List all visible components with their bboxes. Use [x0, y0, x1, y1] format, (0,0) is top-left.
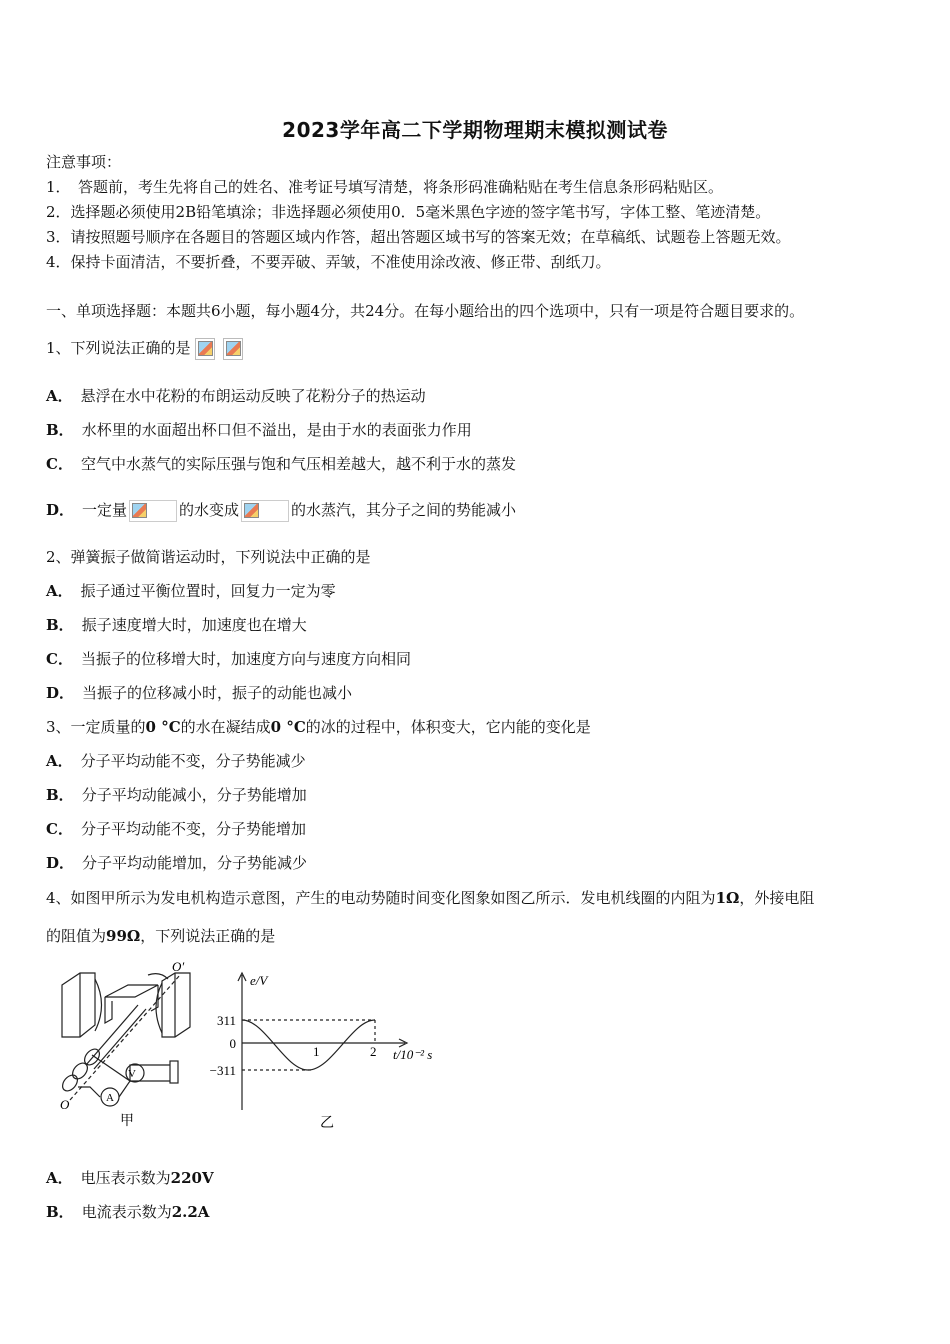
option-text: 分子平均动能不变，分子势能增加 [80, 820, 306, 838]
option-row [46, 819, 306, 839]
option-text: 一定量 [82, 501, 128, 519]
y-tick-label: 0 [229, 1036, 236, 1051]
option-row [46, 454, 516, 474]
y-tick-label: −311 [209, 1063, 236, 1078]
question-text: 的水在凝结成 [180, 718, 271, 736]
option-letter: B． [46, 616, 74, 634]
broken-image-icon [195, 338, 215, 360]
ammeter-label: A [106, 1092, 114, 1104]
option-text: 分子平均动能减小，分子势能增加 [81, 786, 307, 804]
option-row [46, 649, 411, 669]
option-text: 振子速度增大时，加速度也在增大 [81, 616, 307, 634]
notice-heading: 注意事项： [46, 153, 122, 171]
notice-item: 4．保持卡面清洁，不要折叠，不要弄破、弄皱，不准使用涂改液、修正带、刮纸刀。 [46, 253, 611, 271]
option-row [46, 1202, 209, 1222]
x-axis-label: t/10⁻² s [393, 1047, 433, 1062]
resistance-value: 1Ω [715, 889, 740, 907]
option-row [46, 751, 306, 771]
broken-image-icon [129, 500, 177, 522]
temperature-value: 0 °C [145, 718, 181, 736]
magnet-pole-right [162, 973, 190, 1037]
option-letter: C． [46, 455, 73, 473]
axis-label-o: O [60, 1097, 70, 1112]
broken-image-icon [223, 338, 243, 360]
option-text: 悬浮在水中花粉的布朗运动反映了花粉分子的热运动 [80, 387, 426, 405]
option-text: 的水蒸汽，其分子之间的势能减小 [291, 501, 517, 519]
option-row [46, 1168, 214, 1188]
question-2-stem: 2、弹簧振子做简谐运动时，下列说法中正确的是 [46, 548, 371, 566]
option-letter: A． [46, 752, 73, 770]
option-row [46, 386, 426, 406]
question-text: ，外接电阻 [739, 889, 815, 907]
x-tick-label: 1 [313, 1044, 320, 1059]
question-text: 3、一定质量的 [46, 718, 146, 736]
question-3-stem [46, 717, 591, 737]
option-text: 空气中水蒸气的实际压强与饱和气压相差越大，越不利于水的蒸发 [80, 455, 516, 473]
question-text: ，下列说法正确的是 [140, 927, 276, 945]
question-text: 1、下列说法正确的是 [46, 339, 191, 357]
option-letter: D． [46, 684, 75, 702]
option-row [46, 500, 516, 522]
option-letter: B． [46, 1203, 74, 1221]
axis-label-o-prime: O′ [172, 959, 185, 974]
option-text: 电压表示数为 [80, 1169, 171, 1187]
voltmeter-label: V [128, 1068, 136, 1080]
option-text: 当振子的位移增大时，加速度方向与速度方向相同 [80, 650, 411, 668]
option-letter: C． [46, 650, 73, 668]
resistor [170, 1061, 178, 1083]
option-text: 分子平均动能增加，分子势能减少 [82, 854, 308, 872]
x-tick-label: 2 [370, 1044, 377, 1059]
generator-figure [50, 955, 450, 1135]
option-letter: B． [46, 786, 74, 804]
emf-curve [242, 1020, 375, 1070]
y-axis-label: e/V [250, 973, 268, 988]
question-1-stem [46, 338, 247, 360]
page-title: 2023学年高二下学期物理期末模拟测试卷 [282, 118, 668, 142]
question-4-stem-cont [46, 926, 275, 946]
figure-label-right: 乙 [320, 1116, 334, 1131]
option-letter: D． [46, 854, 75, 872]
option-letter: A． [46, 582, 73, 600]
option-value: 220V [170, 1169, 214, 1187]
option-row [46, 581, 336, 601]
option-value: 2.2A [171, 1203, 210, 1221]
option-letter: C． [46, 820, 73, 838]
option-text: 的水变成 [179, 501, 240, 519]
y-tick-label: 311 [216, 1013, 236, 1028]
option-letter: A． [46, 387, 73, 405]
temperature-value: 0 °C [270, 718, 306, 736]
figure-label-left: 甲 [120, 1114, 134, 1129]
option-row [46, 683, 352, 703]
magnet-face-left [95, 979, 102, 1031]
question-text: 4、如图甲所示为发电机构造示意图，产生的电动势随时间变化图象如图乙所示．发电机线圈的内阻为 [46, 889, 716, 907]
option-letter: A． [46, 1169, 73, 1187]
question-text: 的阻值为 [46, 927, 107, 945]
section-heading: 一、单项选择题：本题共6小题，每小题4分，共24分。在每小题给出的四个选项中，只有一项是符合题目要求的。 [46, 302, 805, 320]
option-row [46, 853, 307, 873]
question-text: 的冰的过程中，体积变大，它内能的变化是 [305, 718, 591, 736]
notice-item: 2．选择题必须使用2B铅笔填涂；非选择题必须使用0．5毫米黑色字迹的签字笔书写，字体工整、笔迹清楚。 [46, 203, 771, 221]
resistance-value: 99Ω [106, 927, 141, 945]
notice-item: 3．请按照题号顺序在各题目的答题区域内作答，超出答题区域书写的答案无效；在草稿纸、试题卷上答题无效。 [46, 228, 791, 246]
option-text: 当振子的位移减小时，振子的动能也减小 [82, 684, 353, 702]
question-4-stem [46, 888, 814, 908]
option-row [46, 420, 472, 440]
option-text: 电流表示数为 [81, 1203, 172, 1221]
option-text: 分子平均动能不变，分子势能减少 [80, 752, 306, 770]
option-letter: B． [46, 421, 74, 439]
option-text: 振子通过平衡位置时，回复力一定为零 [80, 582, 336, 600]
magnet-pole-left [62, 973, 95, 1037]
option-letter: D． [46, 501, 75, 519]
option-text: 水杯里的水面超出杯口但不溢出，是由于水的表面张力作用 [81, 421, 472, 439]
option-row [46, 785, 307, 805]
coil [105, 985, 158, 997]
emf-graph [238, 973, 407, 1110]
broken-image-icon [241, 500, 289, 522]
notice-item: 1． 答题前，考生先将自己的姓名、准考证号填写清楚，将条形码准确粘贴在考生信息条形码粘贴区。 [46, 178, 724, 196]
option-row [46, 615, 307, 635]
